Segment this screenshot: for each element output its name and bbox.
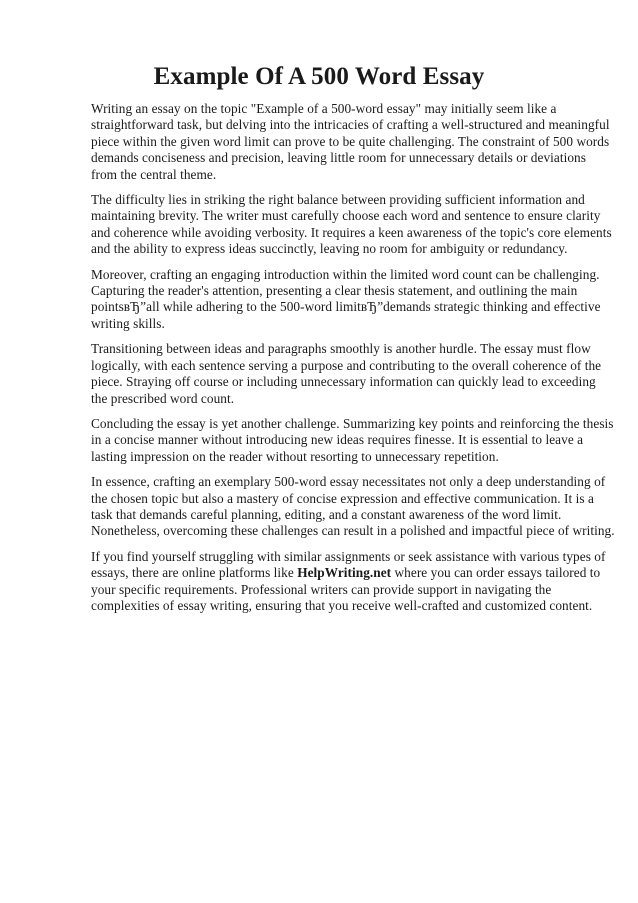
paragraph-line: straightforward task, but delving into the intricacies of crafting a well-structured and meaningful [91, 117, 610, 133]
paragraph-2 [91, 192, 612, 258]
paragraph-list [91, 101, 615, 540]
document-body [91, 101, 615, 623]
paragraph-line: Nonetheless, overcoming these challenges can result in a polished and impactful piece of writing. [91, 523, 615, 539]
paragraph-line: and the ability to express ideas succinctly, leaving no room for ambiguity or redundancy. [91, 241, 568, 257]
paragraph-line: logically, with each sentence serving a purpose and contributing to the overall coherence of the [91, 357, 602, 373]
paragraph-final [91, 548, 606, 615]
document-title: Example Of A 500 Word Essay [153, 63, 485, 90]
paragraph-line: pointsвЂ”all while adhering to the 500-word limitвЂ”demands strategic thinking and effective [91, 299, 601, 315]
paragraph-line: The difficulty lies in striking the right balance between providing sufficient information and [91, 192, 585, 208]
paragraph-line: In essence, crafting an exemplary 500-word essay necessitates not only a deep understanding of [91, 474, 606, 490]
paragraph-line [91, 565, 601, 581]
paragraph-text: where you can order essays tailored to [391, 565, 601, 581]
paragraph-line: complexities of essay writing, ensuring that you receive well-crafted and customized content. [91, 597, 593, 613]
paragraph-line: Transitioning between ideas and paragraphs smoothly is another hurdle. The essay must flow [91, 341, 591, 357]
paragraph-text: essays, there are online platforms like [91, 565, 298, 581]
paragraph-6 [91, 474, 615, 540]
paragraph-line: the chosen topic but also a mastery of concise expression and effective communication. It is a [91, 490, 594, 506]
paragraph-line: Writing an essay on the topic "Example of a 500-word essay" may initially seem like a [91, 101, 557, 116]
paragraph-line: piece. Straying off course or including unnecessary information can quickly lead to exceeding [91, 374, 596, 390]
paragraph-line: Concluding the essay is yet another challenge. Summarizing key points and reinforcing the thesis [91, 415, 614, 431]
paragraph-3 [91, 267, 601, 333]
paragraph-4 [91, 341, 601, 407]
paragraph-line: If you find yourself struggling with similar assignments or seek assistance with various types of [91, 548, 606, 564]
paragraph-line: task that demands careful planning, editing, and a constant awareness of the word limit. [91, 506, 562, 522]
paragraph-line: the prescribed word count. [91, 390, 235, 406]
paragraph-line: maintaining brevity. The writer must carefully choose each word and sentence to ensure clarity [91, 208, 601, 224]
paragraph-line: demands conciseness and precision, leaving little room for unnecessary details or deviations [91, 150, 586, 166]
paragraph-1 [91, 101, 610, 183]
paragraph-line: piece within the given word limit can prove to be quite challenging. The constraint of 500 words [91, 133, 610, 149]
paragraph-line: lasting impression on the reader without resorting to unnecessary repetition. [91, 448, 499, 464]
paragraph-line: Moreover, crafting an engaging introduction within the limited word count can be challenging. [91, 266, 600, 282]
paragraph-line: writing skills. [91, 315, 165, 331]
paragraph-line: in a concise manner without introducing new ideas requires finesse. It is essential to leave a [91, 432, 584, 448]
helpwriting-link[interactable]: HelpWriting.net [297, 565, 392, 581]
paragraph-line: from the central theme. [91, 166, 217, 182]
paragraph-line: and coherence while avoiding verbosity. It requires a keen awareness of the topic's core elements [91, 224, 612, 240]
paragraph-line: Capturing the reader's attention, presenting a clear thesis statement, and outlining the main [91, 283, 578, 299]
paragraph-line: your specific requirements. Professional writers can provide support in navigating the [91, 581, 552, 597]
paragraph-5 [91, 415, 614, 465]
